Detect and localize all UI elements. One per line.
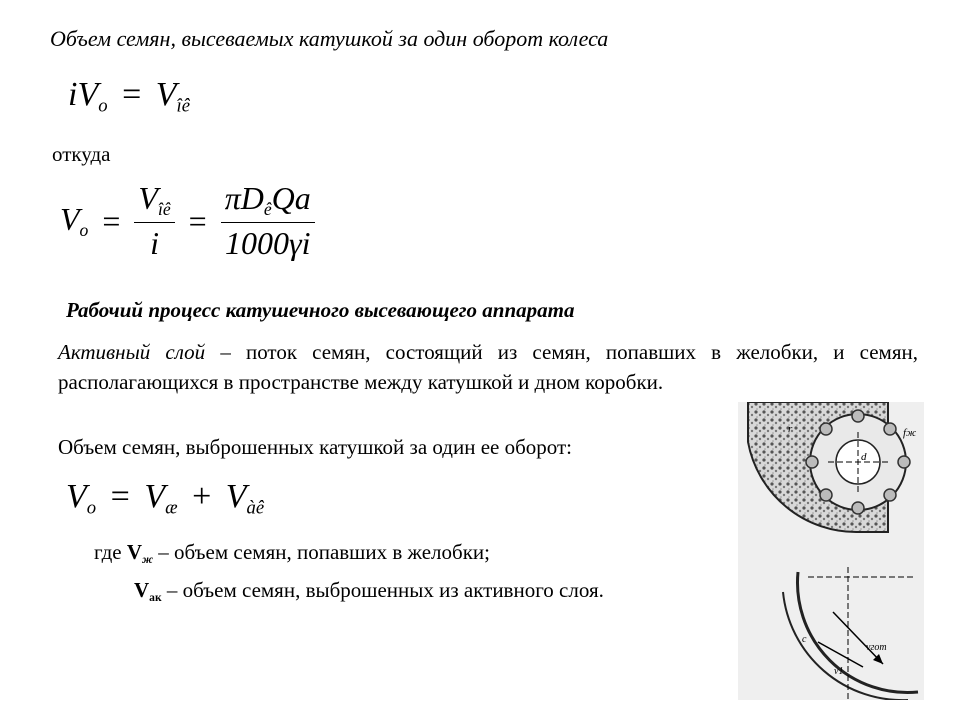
- fraction-1: $\frac{V_{îê}}{i}$: [134, 180, 174, 262]
- diagram-label-v: vгот: [866, 642, 887, 653]
- diagram-label-r: r: [788, 423, 793, 435]
- diagram-label-f: fж: [903, 427, 917, 439]
- seeder-reel-diagram: [738, 402, 924, 700]
- fraction-2: $\frac{\pi D_êQa}{1000\gamma i}$: [221, 180, 315, 262]
- where-line-2: $V_{ак}$ – объем семян, выброшенных из активного слоя.: [134, 578, 604, 605]
- active-layer-term: Активный слой: [58, 340, 206, 364]
- volume-line: Объем семян, выброшенных катушкой за один ее оборот:: [58, 435, 573, 459]
- diagram-label-c: c: [802, 634, 807, 645]
- diagram-label-v1: v1: [834, 666, 844, 677]
- equation-1: $iV_o = V_{îê}$: [68, 76, 191, 117]
- heading-2: Рабочий процесс катушечного высевающего аппарата: [66, 298, 575, 322]
- heading-1: Объем семян, высеваемых катушкой за один оборот колеса: [50, 26, 609, 51]
- equation-2: $V_o$ = $\frac{V_{îê}}{i}$ = $\frac{\pi D_êQa}{1000\gamma i}$: [60, 180, 315, 262]
- equation-3: $V_o = V_æ + V_{àê}$: [66, 478, 265, 519]
- diagram-label-d: d: [861, 451, 867, 463]
- where-line-1: где $V_ж$ – объем семян, попавших в желобки;: [94, 540, 490, 567]
- active-layer-paragraph: Активный слой – поток семян, состоящий из семян, попавших в желобки, и семян, располагающихся в пространстве между катушкой и дном коробки.: [58, 340, 918, 394]
- whence-label: откуда: [52, 142, 111, 166]
